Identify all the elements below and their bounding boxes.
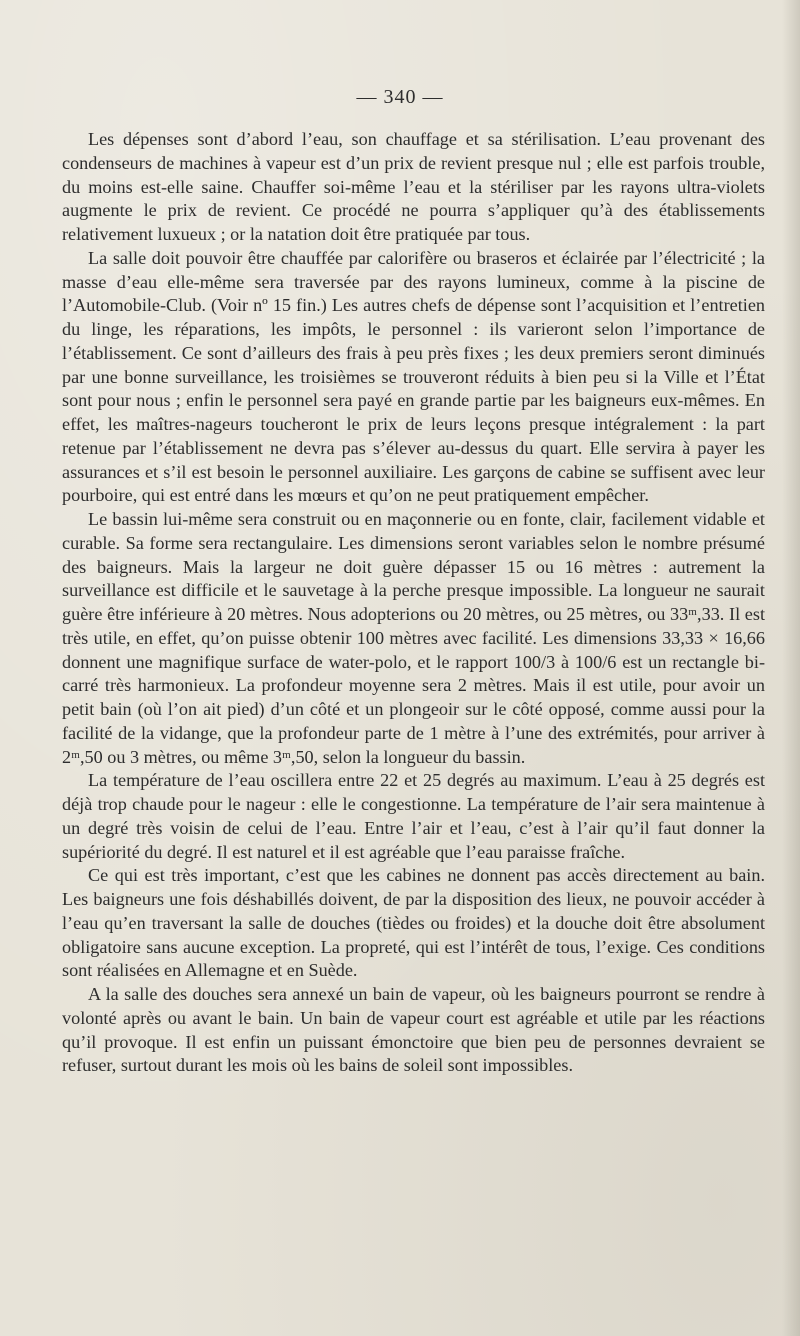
paragraph-2: La salle doit pouvoir être chauffée par calorifère ou braseros et éclairée par l’électricité ; la masse d’eau elle-même sera traversée par des rayons lumineux, comme à la piscine de l’Automobile-Club. (Voir nº 15 fin.) Les autres chefs de dépense sont l’acquisition et l’entretien du linge, les réparations, les impôts, le personnel : ils varieront selon l’importance de l’établissement. Ce sont d’ailleurs des frais à peu près fixes ; les deux premiers seront diminués par une bonne surveillance, les troisièmes se trouveront réduits à bien peu si la Ville et l’État sont pour nous ; enfin le personnel sera payé en grande partie par les baigneurs eux-mêmes. En effet, les maîtres-nageurs toucheront le prix de leurs leçons presque intégralement : la part retenue par l’établissement ne devra pas s’élever au-dessus du quart. Elle servira à payer les assurances et s’il est besoin le personnel auxiliaire. Les garçons de cabine se suffisent avec leur pourboire, qui est entré dans les mœurs et qu’on ne peut pratiquement empêcher. xyxy=(62,247,765,506)
paragraph-4: La température de l’eau oscillera entre 22 et 25 degrés au maximum. L’eau à 25 degrés est déjà trop chaude pour le nageur : elle le congestionne. La température de l’air sera maintenue à un degré très voisin de celui de l’eau. Entre l’air et l’eau, c’est à l’air qu’il faut donner la supériorité du degré. Il est naturel et il est agréable que l’eau paraisse fraîche. xyxy=(62,770,765,862)
page-edge-shadow xyxy=(782,0,800,1336)
paragraph-5: Ce qui est très important, c’est que les cabines ne donnent pas accès directement au bain. Les baigneurs une fois déshabillés doivent, de par la disposition des lieux, ne pouvoir accéder à l’eau qu’en traversant la salle de douches (tièdes ou froides) et la douche doit être absolument obligatoire sans aucune exception. La propreté, qui est l’intérêt de tous, l’exige. Ces conditions sont réalisées en Allemagne et en Suède. xyxy=(62,865,765,981)
page-number: — 340 — xyxy=(356,86,444,108)
paragraph-1: Les dépenses sont d’abord l’eau, son chauffage et sa stérilisation. L’eau provenant des condenseurs de machines à vapeur est d’un prix de revient presque nul ; elle est parfois trouble, du moins est-elle saine. Chauffer soi-même l’eau et la stériliser par les rayons ultra-violets augmente le prix de revient. Ce procédé ne pourra s’appliquer qu’à des établissements relativement luxueux ; or la natation doit être pratiquée par tous. xyxy=(62,129,765,244)
body-text xyxy=(62,128,765,1078)
paragraph-3: Le bassin lui-même sera construit ou en maçonnerie ou en fonte, clair, facilement vidable et curable. Sa forme sera rectangulaire. Les dimensions seront variables selon le nombre présumé des baigneurs. Mais la largeur ne doit guère dépasser 15 ou 16 mètres : autrement la surveillance est difficile et le sauvetage à la perche presque impossible. La longueur ne saurait guère être inférieure à 20 mètres. Nous adopterions ou 20 mètres, ou 25 mètres, ou 33ᵐ,33. Il est très utile, en effet, qu’on puisse obtenir 100 mètres avec facilité. Les dimensions 33,33 × 16,66 donnent une magnifique surface de water-polo, et le rapport 100/3 à 100/6 est un rectangle bi-carré très harmonieux. La profondeur moyenne sera 2 mètres. Mais il est utile, pour avoir un petit bain (où l’on ait pied) d’un côté et un plongeoir sur le côté opposé, comme aussi pour la facilité de la vidange, que la profondeur parte de 1 mètre à l’une des extrémités, pour arriver à 2ᵐ,50 ou 3 mètres, ou même 3ᵐ,50, selon la longueur du bassin. xyxy=(62,509,765,767)
paragraph-6: A la salle des douches sera annexé un bain de vapeur, où les baigneurs pourront se rendre à volonté après ou avant le bain. Un bain de vapeur court est agréable et utile par les réactions qu’il provoque. Il est enfin un puissant émonctoire que bien peu de personnes devraient se refuser, surtout durant les mois où les bains de soleil sont impossibles. xyxy=(62,984,765,1076)
